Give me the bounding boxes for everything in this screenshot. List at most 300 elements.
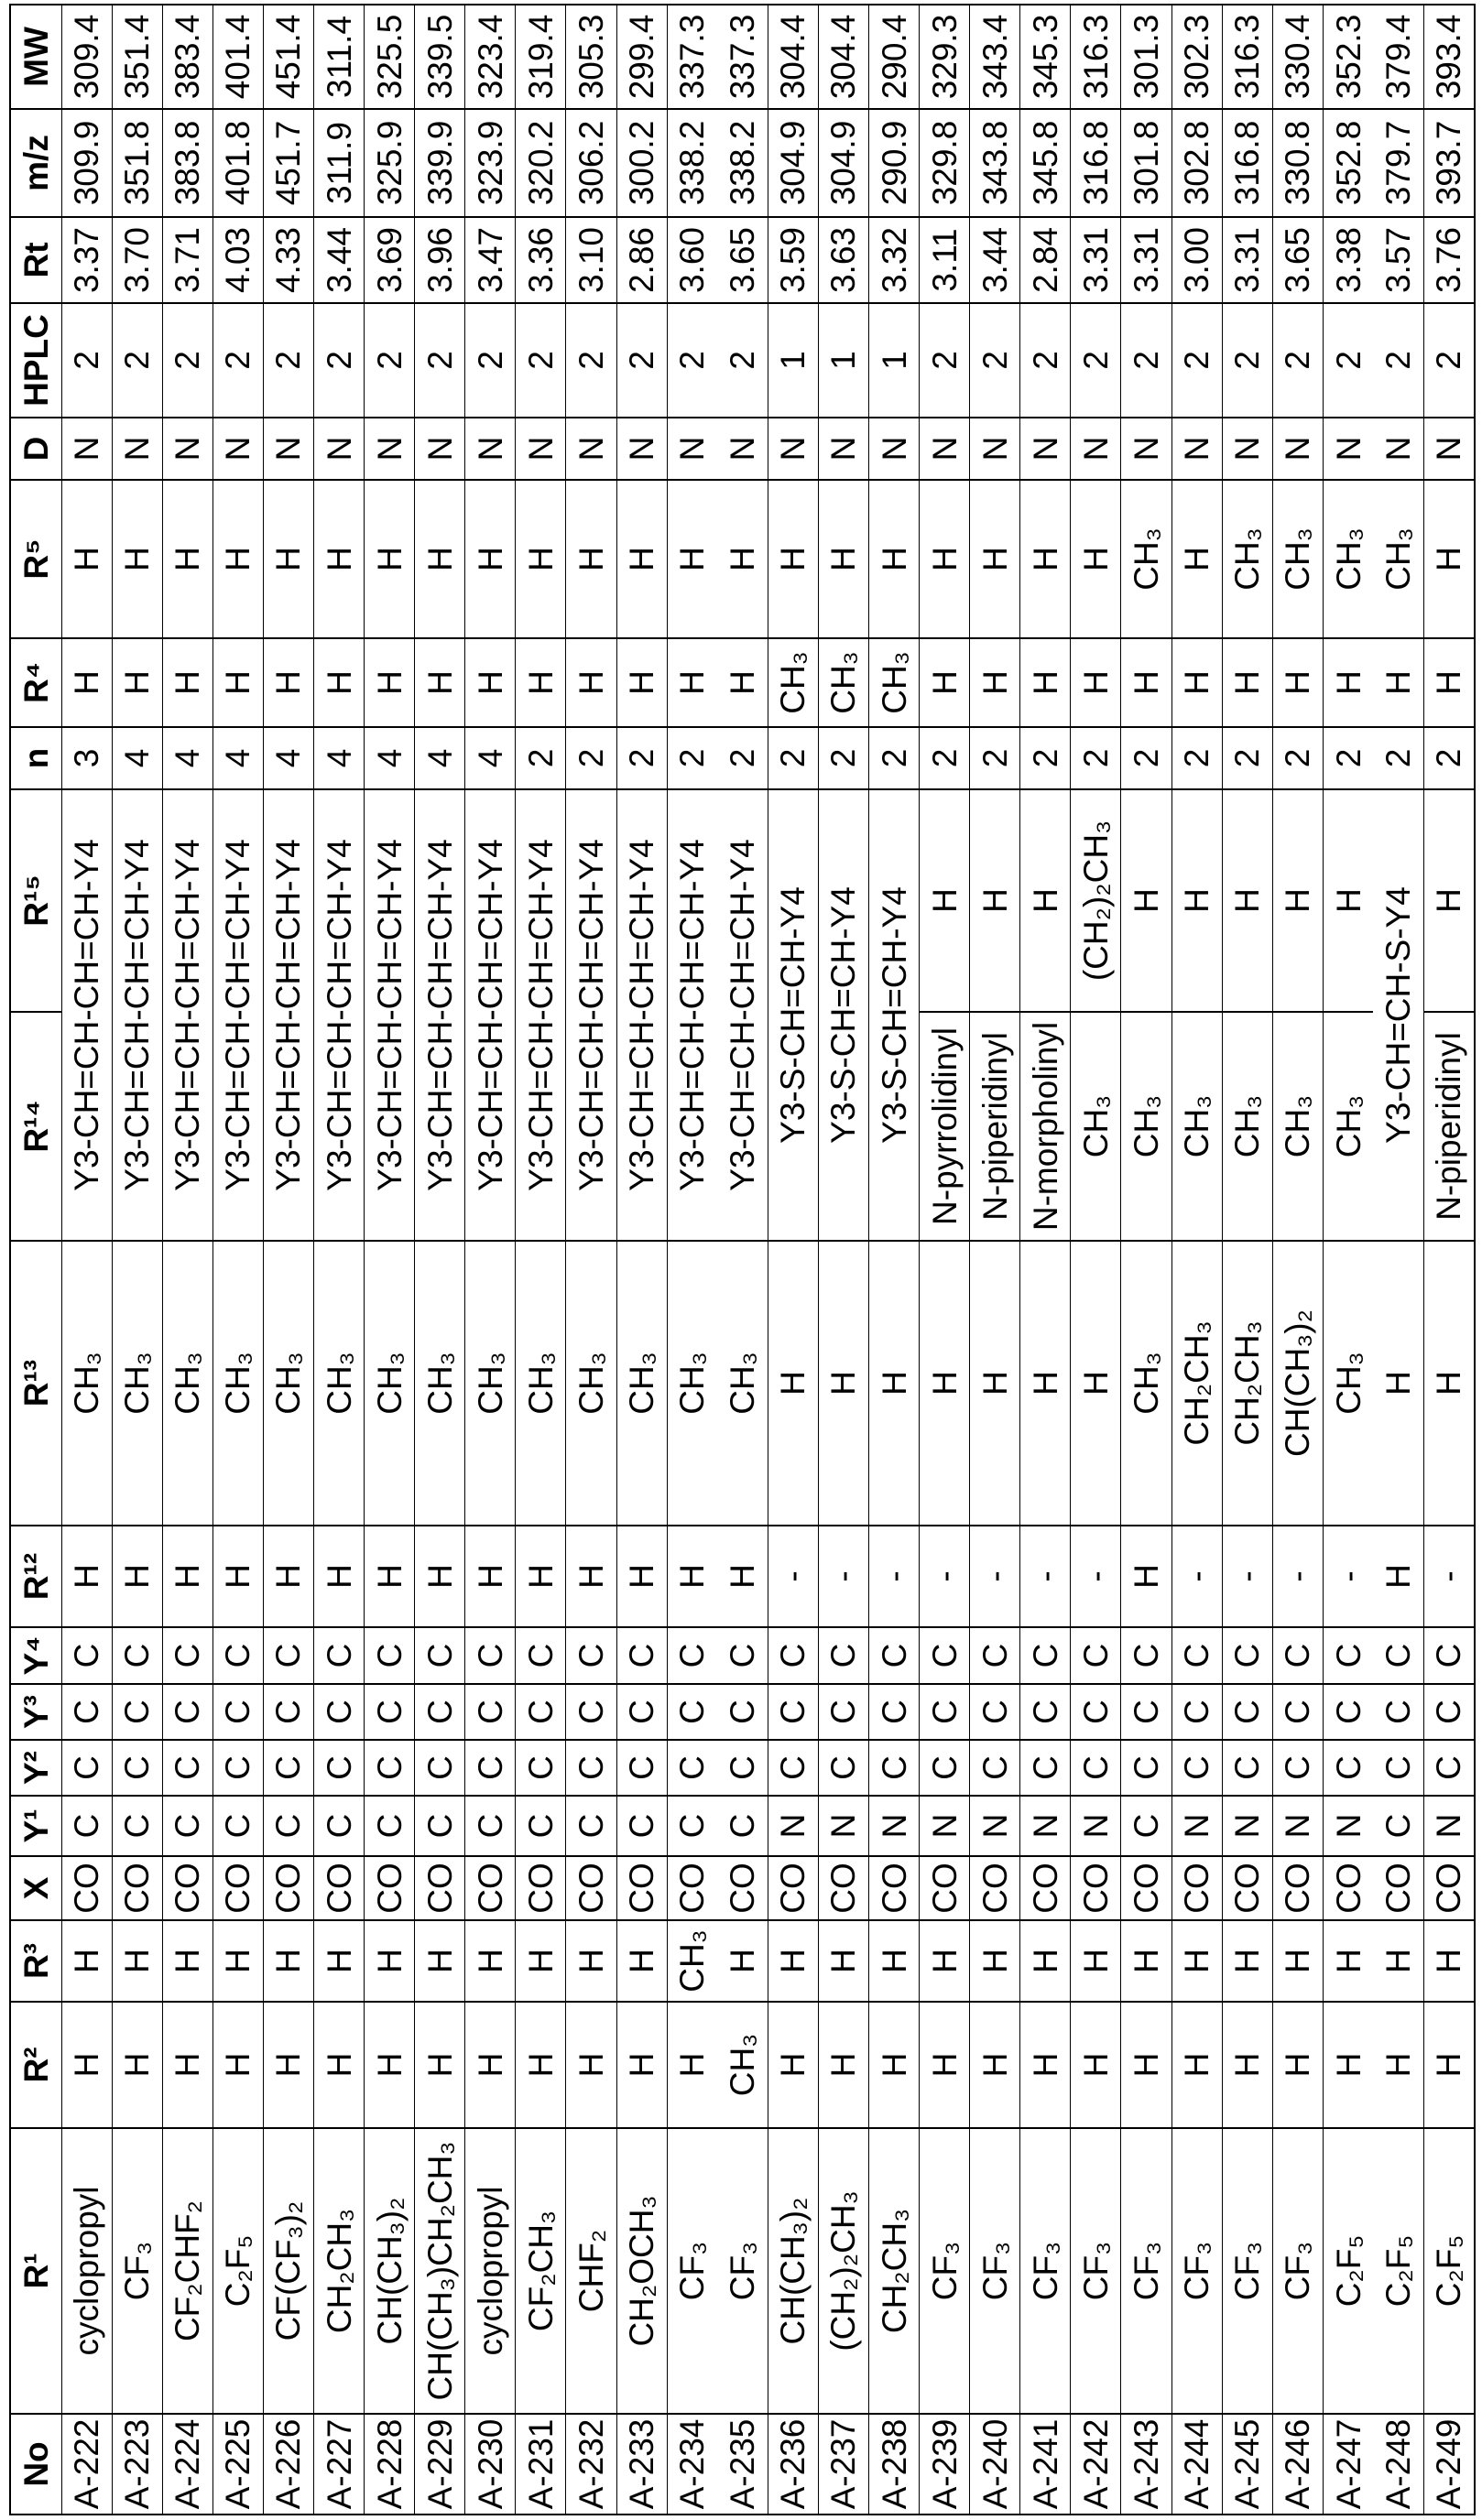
r1-cell: C₂F₅ bbox=[1323, 2128, 1373, 2414]
r13-cell: H bbox=[1373, 1241, 1423, 1526]
r12-cell: H bbox=[313, 1526, 364, 1627]
compound-id-cell: A-232 bbox=[566, 2414, 616, 2515]
y4-cell: C bbox=[667, 1627, 717, 1684]
n-cell: 4 bbox=[162, 727, 212, 789]
x-cell: CO bbox=[768, 1856, 818, 1920]
y3-cell: C bbox=[61, 1684, 112, 1740]
r14-cell: N-piperidinyl bbox=[1424, 1012, 1475, 1241]
rt-cell: 3.60 bbox=[667, 217, 717, 303]
r5-cell: H bbox=[1424, 480, 1475, 638]
x-cell: CO bbox=[365, 1856, 415, 1920]
r2-cell: H bbox=[313, 2002, 364, 2128]
rt-cell: 3.71 bbox=[162, 217, 212, 303]
compound-id-cell: A-248 bbox=[1373, 2414, 1423, 2515]
header-n: n bbox=[10, 727, 61, 789]
y4-cell: C bbox=[516, 1627, 566, 1684]
r13-cell: H bbox=[1020, 1241, 1071, 1526]
x-cell: CO bbox=[1121, 1856, 1171, 1920]
x-cell: CO bbox=[920, 1856, 970, 1920]
r12-cell: - bbox=[869, 1526, 920, 1627]
d-cell: N bbox=[768, 418, 818, 480]
table-row bbox=[1171, 5, 1222, 2515]
y3-cell: C bbox=[1020, 1684, 1071, 1740]
x-cell: CO bbox=[313, 1856, 364, 1920]
r2-cell: H bbox=[1373, 2002, 1423, 2128]
y3-cell: C bbox=[566, 1684, 616, 1740]
r13-cell: CH₃ bbox=[112, 1241, 162, 1526]
rt-cell: 3.47 bbox=[465, 217, 516, 303]
d-cell: N bbox=[1373, 418, 1423, 480]
r12-cell: - bbox=[1272, 1526, 1323, 1627]
r12-cell: - bbox=[970, 1526, 1020, 1627]
r12-cell: H bbox=[162, 1526, 212, 1627]
r2-cell: CH₃ bbox=[717, 2002, 768, 2128]
mz-cell: 323.9 bbox=[465, 109, 516, 217]
y3-cell: C bbox=[717, 1684, 768, 1740]
r3-cell: H bbox=[1424, 1920, 1475, 2002]
y1-cell: N bbox=[1272, 1796, 1323, 1856]
r1-cell: CF(CF₃)₂ bbox=[263, 2128, 313, 2414]
n-cell: 2 bbox=[869, 727, 920, 789]
r1-cell: CF₃ bbox=[717, 2128, 768, 2414]
x-cell: CO bbox=[869, 1856, 920, 1920]
d-cell: N bbox=[1171, 418, 1222, 480]
mw-cell: 302.3 bbox=[1171, 5, 1222, 109]
y2-cell: C bbox=[717, 1740, 768, 1796]
mw-cell: 311.4 bbox=[313, 5, 364, 109]
y2-cell: C bbox=[818, 1740, 868, 1796]
y2-cell: C bbox=[1272, 1740, 1323, 1796]
table-row bbox=[869, 5, 920, 2515]
r1-cell: CF₃ bbox=[667, 2128, 717, 2414]
compound-id-cell: A-229 bbox=[415, 2414, 465, 2515]
r14-cell: N-pyrrolidinyl bbox=[920, 1012, 970, 1241]
table-row bbox=[162, 5, 212, 2515]
r3-cell: H bbox=[263, 1920, 313, 2002]
header-r14: R¹⁴ bbox=[10, 1012, 61, 1241]
r13-cell: CH₃ bbox=[313, 1241, 364, 1526]
x-cell: CO bbox=[112, 1856, 162, 1920]
compound-id-cell: A-228 bbox=[365, 2414, 415, 2515]
hplc-cell: 2 bbox=[920, 303, 970, 418]
r1-cell: cyclopropyl bbox=[61, 2128, 112, 2414]
mw-cell: 309.4 bbox=[61, 5, 112, 109]
y2-cell: C bbox=[1222, 1740, 1272, 1796]
r3-cell: H bbox=[516, 1920, 566, 2002]
table-row bbox=[1071, 5, 1121, 2515]
y2-cell: C bbox=[313, 1740, 364, 1796]
y1-cell: C bbox=[212, 1796, 263, 1856]
r4-cell: H bbox=[1222, 638, 1272, 727]
table-row bbox=[1121, 5, 1171, 2515]
y4-cell: C bbox=[1171, 1627, 1222, 1684]
mw-cell: 299.4 bbox=[616, 5, 667, 109]
mz-cell: 316.8 bbox=[1071, 109, 1121, 217]
r14-r15-cell: Y3-CH=CH-CH=CH-Y4 bbox=[61, 789, 112, 1241]
y3-cell: C bbox=[1171, 1684, 1222, 1740]
hplc-cell: 2 bbox=[61, 303, 112, 418]
r14-cell: N-morpholinyl bbox=[1020, 1012, 1071, 1241]
r13-cell: CH₃ bbox=[516, 1241, 566, 1526]
r13-cell: H bbox=[970, 1241, 1020, 1526]
r4-cell: H bbox=[162, 638, 212, 727]
r15-cell: H bbox=[1272, 789, 1323, 1012]
compound-id-cell: A-241 bbox=[1020, 2414, 1071, 2515]
r14-r15-cell: Y3-CH=CH-CH=CH-Y4 bbox=[263, 789, 313, 1241]
r14-r15-cell: Y3-CH=CH-CH=CH-Y4 bbox=[616, 789, 667, 1241]
y2-cell: C bbox=[516, 1740, 566, 1796]
table-row bbox=[1272, 5, 1323, 2515]
r5-cell: H bbox=[162, 480, 212, 638]
y4-cell: C bbox=[61, 1627, 112, 1684]
x-cell: CO bbox=[415, 1856, 465, 1920]
rt-cell: 3.70 bbox=[112, 217, 162, 303]
r13-cell: H bbox=[869, 1241, 920, 1526]
r5-cell: CH₃ bbox=[1222, 480, 1272, 638]
r4-cell: H bbox=[516, 638, 566, 727]
r14-r15-cell: Y3-CH=CH-CH=CH-Y4 bbox=[212, 789, 263, 1241]
r1-cell: CH₂CH₃ bbox=[869, 2128, 920, 2414]
d-cell: N bbox=[1424, 418, 1475, 480]
r4-cell: H bbox=[717, 638, 768, 727]
r2-cell: H bbox=[1020, 2002, 1071, 2128]
r4-cell: H bbox=[415, 638, 465, 727]
r14-cell: CH₃ bbox=[1171, 1012, 1222, 1241]
r12-cell: H bbox=[61, 1526, 112, 1627]
r3-cell: H bbox=[365, 1920, 415, 2002]
compound-id-cell: A-238 bbox=[869, 2414, 920, 2515]
r12-cell: H bbox=[212, 1526, 263, 1627]
r2-cell: H bbox=[1121, 2002, 1171, 2128]
r2-cell: H bbox=[616, 2002, 667, 2128]
compound-id-cell: A-244 bbox=[1171, 2414, 1222, 2515]
y3-cell: C bbox=[212, 1684, 263, 1740]
n-cell: 2 bbox=[1171, 727, 1222, 789]
x-cell: CO bbox=[263, 1856, 313, 1920]
r3-cell: H bbox=[566, 1920, 616, 2002]
mz-cell: 379.7 bbox=[1373, 109, 1423, 217]
rt-cell: 3.10 bbox=[566, 217, 616, 303]
y4-cell: C bbox=[768, 1627, 818, 1684]
compound-id-cell: A-239 bbox=[920, 2414, 970, 2515]
y3-cell: C bbox=[365, 1684, 415, 1740]
r5-cell: H bbox=[61, 480, 112, 638]
mw-cell: 290.4 bbox=[869, 5, 920, 109]
header-r2: R² bbox=[10, 2002, 61, 2128]
hplc-cell: 2 bbox=[415, 303, 465, 418]
y3-cell: C bbox=[920, 1684, 970, 1740]
hplc-cell: 2 bbox=[1323, 303, 1373, 418]
n-cell: 2 bbox=[1071, 727, 1121, 789]
y2-cell: C bbox=[465, 1740, 516, 1796]
r14-r15-cell: Y3-CH=CH-CH=CH-Y4 bbox=[717, 789, 768, 1241]
compound-id-cell: A-227 bbox=[313, 2414, 364, 2515]
mz-cell: 329.8 bbox=[920, 109, 970, 217]
r1-cell: CH(CH₃)₂ bbox=[365, 2128, 415, 2414]
table-row bbox=[61, 5, 112, 2515]
r2-cell: H bbox=[970, 2002, 1020, 2128]
y4-cell: C bbox=[869, 1627, 920, 1684]
hplc-cell: 2 bbox=[365, 303, 415, 418]
x-cell: CO bbox=[1020, 1856, 1071, 1920]
d-cell: N bbox=[970, 418, 1020, 480]
r13-cell: CH₂CH₃ bbox=[1171, 1241, 1222, 1526]
r14-r15-cell: Y3-CH=CH-CH=CH-Y4 bbox=[112, 789, 162, 1241]
hplc-cell: 2 bbox=[1272, 303, 1323, 418]
mz-cell: 301.8 bbox=[1121, 109, 1171, 217]
r3-cell: H bbox=[717, 1920, 768, 2002]
compound-id-cell: A-233 bbox=[616, 2414, 667, 2515]
y3-cell: C bbox=[313, 1684, 364, 1740]
hplc-cell: 2 bbox=[465, 303, 516, 418]
r13-cell: CH₃ bbox=[263, 1241, 313, 1526]
r13-cell: CH₃ bbox=[717, 1241, 768, 1526]
y4-cell: C bbox=[616, 1627, 667, 1684]
y3-cell: C bbox=[667, 1684, 717, 1740]
r14-r15-cell: Y3-S-CH=CH-Y4 bbox=[818, 789, 868, 1241]
r12-cell: H bbox=[365, 1526, 415, 1627]
compound-id-cell: A-245 bbox=[1222, 2414, 1272, 2515]
n-cell: 3 bbox=[61, 727, 112, 789]
y3-cell: C bbox=[1373, 1684, 1423, 1740]
rt-cell: 3.76 bbox=[1424, 217, 1475, 303]
r15-cell: H bbox=[1424, 789, 1475, 1012]
r14-cell: CH₃ bbox=[1323, 1012, 1373, 1241]
rt-cell: 3.32 bbox=[869, 217, 920, 303]
y1-cell: C bbox=[263, 1796, 313, 1856]
mw-cell: 401.4 bbox=[212, 5, 263, 109]
y1-cell: C bbox=[415, 1796, 465, 1856]
mw-cell: 383.4 bbox=[162, 5, 212, 109]
mz-cell: 401.8 bbox=[212, 109, 263, 217]
r12-cell: H bbox=[112, 1526, 162, 1627]
header-r12: R¹² bbox=[10, 1526, 61, 1627]
y3-cell: C bbox=[1272, 1684, 1323, 1740]
r12-cell: H bbox=[1373, 1526, 1423, 1627]
r13-cell: CH₃ bbox=[1323, 1241, 1373, 1526]
r12-cell: H bbox=[667, 1526, 717, 1627]
y4-cell: C bbox=[566, 1627, 616, 1684]
r2-cell: H bbox=[212, 2002, 263, 2128]
n-cell: 4 bbox=[313, 727, 364, 789]
table-row bbox=[1020, 5, 1071, 2515]
r5-cell: H bbox=[970, 480, 1020, 638]
r1-cell: CH(CH₃)₂ bbox=[768, 2128, 818, 2414]
r15-cell: H bbox=[1171, 789, 1222, 1012]
y2-cell: C bbox=[667, 1740, 717, 1796]
n-cell: 4 bbox=[365, 727, 415, 789]
r12-cell: - bbox=[1171, 1526, 1222, 1627]
y4-cell: C bbox=[1323, 1627, 1373, 1684]
hplc-cell: 2 bbox=[313, 303, 364, 418]
y4-cell: C bbox=[1222, 1627, 1272, 1684]
mw-cell: 351.4 bbox=[112, 5, 162, 109]
mz-cell: 393.7 bbox=[1424, 109, 1475, 217]
mz-cell: 320.2 bbox=[516, 109, 566, 217]
r2-cell: H bbox=[112, 2002, 162, 2128]
r5-cell: H bbox=[566, 480, 616, 638]
r12-cell: - bbox=[920, 1526, 970, 1627]
r3-cell: H bbox=[616, 1920, 667, 2002]
y1-cell: C bbox=[717, 1796, 768, 1856]
d-cell: N bbox=[1020, 418, 1071, 480]
r12-cell: H bbox=[465, 1526, 516, 1627]
n-cell: 4 bbox=[112, 727, 162, 789]
header-r3: R³ bbox=[10, 1920, 61, 2002]
r12-cell: - bbox=[1323, 1526, 1373, 1627]
r14-r15-cell: Y3-CH=CH-CH=CH-Y4 bbox=[162, 789, 212, 1241]
r2-cell: H bbox=[1272, 2002, 1323, 2128]
r1-cell: CH(CH₃)CH₂CH₃ bbox=[415, 2128, 465, 2414]
y4-cell: C bbox=[1020, 1627, 1071, 1684]
r14-r15-cell: Y3-CH=CH-CH=CH-Y4 bbox=[415, 789, 465, 1241]
r5-cell: H bbox=[920, 480, 970, 638]
y4-cell: C bbox=[465, 1627, 516, 1684]
mz-cell: 338.2 bbox=[717, 109, 768, 217]
mz-cell: 304.9 bbox=[768, 109, 818, 217]
mz-cell: 290.9 bbox=[869, 109, 920, 217]
d-cell: N bbox=[1071, 418, 1121, 480]
r3-cell: H bbox=[920, 1920, 970, 2002]
y2-cell: C bbox=[920, 1740, 970, 1796]
r12-cell: - bbox=[1424, 1526, 1475, 1627]
y1-cell: C bbox=[516, 1796, 566, 1856]
x-cell: CO bbox=[616, 1856, 667, 1920]
header-r5: R⁵ bbox=[10, 480, 61, 638]
rt-cell: 3.44 bbox=[970, 217, 1020, 303]
y2-cell: C bbox=[566, 1740, 616, 1796]
r2-cell: H bbox=[1071, 2002, 1121, 2128]
r14-cell: CH₃ bbox=[1272, 1012, 1323, 1241]
r13-cell: H bbox=[1071, 1241, 1121, 1526]
r14-cell: N-piperidinyl bbox=[970, 1012, 1020, 1241]
rt-cell: 2.84 bbox=[1020, 217, 1071, 303]
y2-cell: C bbox=[415, 1740, 465, 1796]
y3-cell: C bbox=[516, 1684, 566, 1740]
r13-cell: CH₃ bbox=[365, 1241, 415, 1526]
n-cell: 2 bbox=[970, 727, 1020, 789]
r5-cell: H bbox=[415, 480, 465, 638]
r5-cell: H bbox=[212, 480, 263, 638]
compound-id-cell: A-222 bbox=[61, 2414, 112, 2515]
r2-cell: H bbox=[516, 2002, 566, 2128]
table-header bbox=[10, 5, 61, 2515]
x-cell: CO bbox=[61, 1856, 112, 1920]
table-row bbox=[1222, 5, 1272, 2515]
r1-cell: C₂F₅ bbox=[1424, 2128, 1475, 2414]
r13-cell: CH₃ bbox=[415, 1241, 465, 1526]
y2-cell: C bbox=[1121, 1740, 1171, 1796]
x-cell: CO bbox=[566, 1856, 616, 1920]
mz-cell: 339.9 bbox=[415, 109, 465, 217]
mz-cell: 351.8 bbox=[112, 109, 162, 217]
r3-cell: H bbox=[1121, 1920, 1171, 2002]
r5-cell: H bbox=[616, 480, 667, 638]
r1-cell: CF₂CHF₂ bbox=[162, 2128, 212, 2414]
n-cell: 2 bbox=[1222, 727, 1272, 789]
hplc-cell: 2 bbox=[616, 303, 667, 418]
n-cell: 4 bbox=[465, 727, 516, 789]
header-d: D bbox=[10, 418, 61, 480]
mw-cell: 323.4 bbox=[465, 5, 516, 109]
r4-cell: CH₃ bbox=[768, 638, 818, 727]
r15-cell: H bbox=[920, 789, 970, 1012]
r13-cell: H bbox=[1424, 1241, 1475, 1526]
x-cell: CO bbox=[970, 1856, 1020, 1920]
compound-id-cell: A-243 bbox=[1121, 2414, 1171, 2515]
y4-cell: C bbox=[920, 1627, 970, 1684]
compound-id-cell: A-223 bbox=[112, 2414, 162, 2515]
rt-cell: 3.36 bbox=[516, 217, 566, 303]
r2-cell: H bbox=[465, 2002, 516, 2128]
y2-cell: C bbox=[1071, 1740, 1121, 1796]
r2-cell: H bbox=[162, 2002, 212, 2128]
mz-cell: 451.7 bbox=[263, 109, 313, 217]
n-cell: 2 bbox=[667, 727, 717, 789]
header-r13: R¹³ bbox=[10, 1241, 61, 1526]
r13-cell: CH₃ bbox=[1121, 1241, 1171, 1526]
r15-cell: H bbox=[1222, 789, 1272, 1012]
mw-cell: 304.4 bbox=[818, 5, 868, 109]
mw-cell: 337.3 bbox=[667, 5, 717, 109]
r12-cell: H bbox=[516, 1526, 566, 1627]
r2-cell: H bbox=[667, 2002, 717, 2128]
rt-cell: 3.96 bbox=[415, 217, 465, 303]
r1-cell: CHF₂ bbox=[566, 2128, 616, 2414]
r12-cell: H bbox=[616, 1526, 667, 1627]
hplc-cell: 2 bbox=[566, 303, 616, 418]
y4-cell: C bbox=[162, 1627, 212, 1684]
r1-cell: C₂F₅ bbox=[212, 2128, 263, 2414]
y3-cell: C bbox=[1071, 1684, 1121, 1740]
r4-cell: H bbox=[263, 638, 313, 727]
r12-cell: - bbox=[1020, 1526, 1071, 1627]
r4-cell: H bbox=[313, 638, 364, 727]
d-cell: N bbox=[717, 418, 768, 480]
r3-cell: H bbox=[1071, 1920, 1121, 2002]
y2-cell: C bbox=[162, 1740, 212, 1796]
r12-cell: - bbox=[768, 1526, 818, 1627]
rt-cell: 3.37 bbox=[61, 217, 112, 303]
rt-cell: 3.00 bbox=[1171, 217, 1222, 303]
y2-cell: C bbox=[1323, 1740, 1373, 1796]
r1-cell: CF₃ bbox=[1121, 2128, 1171, 2414]
table-row bbox=[263, 5, 313, 2515]
x-cell: CO bbox=[1272, 1856, 1323, 1920]
mw-cell: 325.5 bbox=[365, 5, 415, 109]
y4-cell: C bbox=[717, 1627, 768, 1684]
x-cell: CO bbox=[1323, 1856, 1373, 1920]
header-y1: Y¹ bbox=[10, 1796, 61, 1856]
r5-cell: CH₃ bbox=[1373, 480, 1423, 638]
n-cell: 2 bbox=[768, 727, 818, 789]
table-row bbox=[415, 5, 465, 2515]
r14-cell: CH₃ bbox=[1071, 1012, 1121, 1241]
mw-cell: 316.3 bbox=[1222, 5, 1272, 109]
x-cell: CO bbox=[212, 1856, 263, 1920]
y1-cell: N bbox=[869, 1796, 920, 1856]
y2-cell: C bbox=[616, 1740, 667, 1796]
r5-cell: H bbox=[1171, 480, 1222, 638]
r14-r15-cell: Y3-S-CH=CH-Y4 bbox=[768, 789, 818, 1241]
mw-cell: 379.4 bbox=[1373, 5, 1423, 109]
hplc-cell: 2 bbox=[212, 303, 263, 418]
table-row bbox=[465, 5, 516, 2515]
mz-cell: 306.2 bbox=[566, 109, 616, 217]
y2-cell: C bbox=[1020, 1740, 1071, 1796]
y1-cell: C bbox=[1373, 1796, 1423, 1856]
mw-cell: 304.4 bbox=[768, 5, 818, 109]
